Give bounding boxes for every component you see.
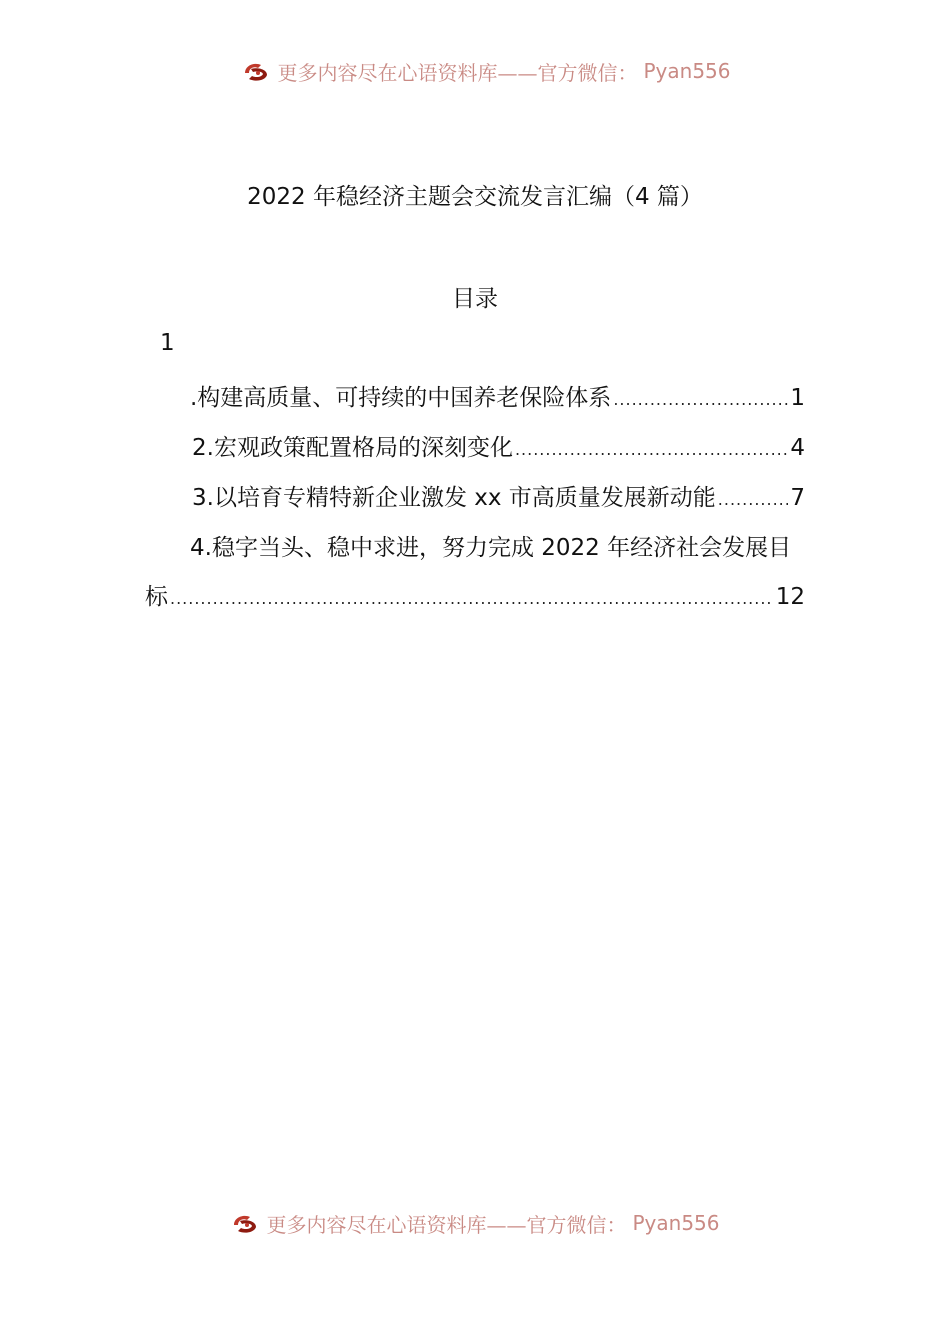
toc-entry-page: 4 [790,435,805,461]
watermark-text: 更多内容尽在心语资料库——官方微信： [266,1212,627,1237]
toc-entry-page: 7 [790,485,805,511]
watermark-handle: Pyan556 [632,1211,720,1235]
toc-entry-label: .构建高质量、可持续的中国养老保险体系 [190,385,612,411]
toc-entry-wrapped-second-line[interactable] [145,578,805,610]
toc-entry-label-continuation: 标 [145,584,168,610]
watermark-header [0,57,950,85]
toc-entry-label: 3.以培育专精特新企业激发 xx 市高质量发展新动能 [192,485,716,511]
toc-number-marker: 1 [160,330,175,356]
watermark-handle: Pyan556 [643,59,731,83]
toc-dot-leader [515,440,788,459]
toc-entry-page: 12 [775,584,805,610]
document-title: 2022 年稳经济主题会交流发言汇编（4 篇） [247,184,703,210]
toc-entry-wrapped-first-line[interactable]: 4.稳字当头、稳中求进，努力完成 2022 年经济社会发展目 [190,535,792,561]
toc-dot-leader [613,390,788,409]
brand-logo-icon [241,59,271,83]
toc-entry-page: 1 [790,385,805,411]
watermark-text: 更多内容尽在心语资料库——官方微信： [277,60,638,85]
brand-logo-icon [230,1211,260,1235]
watermark-footer [0,1209,950,1237]
toc-entry[interactable] [190,379,805,411]
toc-entry-label: 2.宏观政策配置格局的深刻变化 [192,435,513,461]
toc-heading: 目录 [452,286,498,312]
toc-entry[interactable] [192,479,805,511]
toc-dot-leader [170,589,774,608]
toc-entry[interactable] [192,429,805,461]
toc-dot-leader [718,490,789,509]
